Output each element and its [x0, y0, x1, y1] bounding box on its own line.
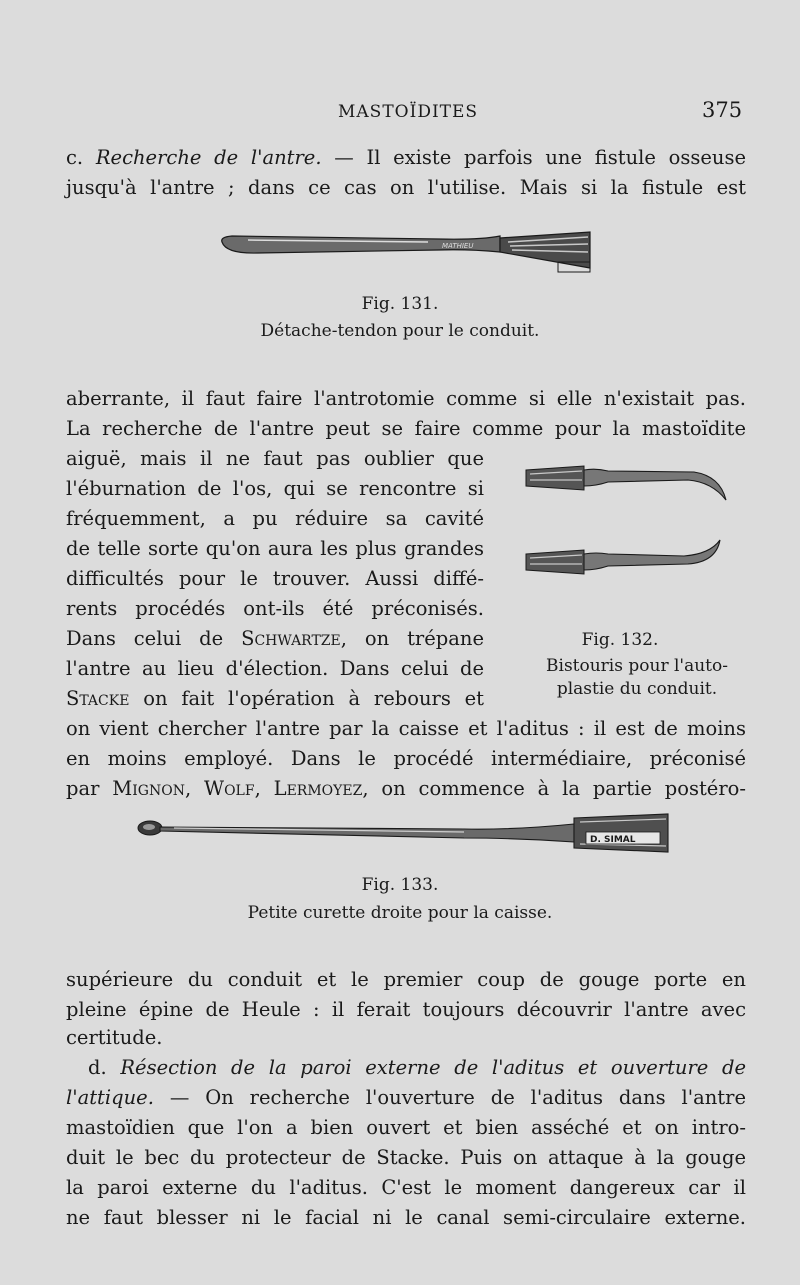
text-line: la paroi externe du l'aditus. C'est le moment dangereux car il	[66, 1176, 746, 1199]
text-line: fréquemment, a pu réduire sa cavité	[66, 507, 484, 530]
figure-caption-number: Fig. 131.	[361, 294, 439, 314]
text-line: l'éburnation de l'os, qui se rencontre si	[66, 477, 484, 500]
text-line: aiguë, mais il ne faut pas oublier que	[66, 447, 484, 470]
figure-caption-number: Fig. 132.	[581, 630, 659, 650]
figure-caption: Bistouris pour l'auto-	[546, 656, 728, 676]
figure-caption-number: Fig. 133.	[361, 875, 439, 895]
text-line: de telle sorte qu'on aura les plus grandes	[66, 537, 484, 560]
text-line: jusqu'à l'antre ; dans ce cas on l'utilise. Mais si la fistule est	[66, 176, 746, 199]
text-line: duit le bec du protecteur de Stacke. Puis on attaque à la gouge	[66, 1146, 746, 1169]
text-line: rents procédés ont-ils été préconisés.	[66, 597, 484, 620]
page-number: 375	[702, 98, 743, 122]
figure-caption: Détache-tendon pour le conduit.	[260, 321, 540, 341]
text-line: mastoïdien que l'on a bien ouvert et bien asséché et on intro-	[66, 1116, 746, 1139]
text-line: Stacke on fait l'opération à rebours et	[66, 687, 485, 710]
text-line: l'attique. — On recherche l'ouverture de l'aditus dans l'antre	[66, 1086, 746, 1109]
bistouris-illustration	[524, 454, 734, 584]
svg-text:D. SIMAL: D. SIMAL	[590, 835, 636, 845]
text-line: pleine épine de Heule : il ferait toujours découvrir l'antre avec	[66, 998, 746, 1021]
text-line: on vient chercher l'antre par la caisse et l'aditus : il est de moins	[66, 717, 746, 740]
text-line: Dans celui de Schwartze, on trépane	[66, 627, 484, 650]
curette-illustration	[134, 812, 674, 862]
text-line: l'antre au lieu d'élection. Dans celui de	[66, 657, 484, 680]
text-line: supérieure du conduit et le premier coup de gouge porte en	[66, 968, 746, 991]
figure-caption: plastie du conduit.	[556, 679, 718, 699]
text-line: difficultés pour le trouver. Aussi diffé-	[66, 567, 484, 590]
text-line: La recherche de l'antre peut se faire comme pour la mastoïdite	[66, 417, 746, 440]
text-line: ne faut blesser ni le facial ni le canal semi-circulaire externe.	[66, 1206, 746, 1229]
detache-tendon-illustration	[218, 228, 598, 290]
running-title: MASTOÏDITES	[338, 102, 479, 122]
page-header	[0, 98, 800, 128]
svg-text:MATHIEU: MATHIEU	[442, 242, 474, 250]
text-line: aberrante, il faut faire l'antrotomie comme si elle n'existait pas.	[66, 387, 746, 410]
figure-caption: Petite curette droite pour la caisse.	[247, 903, 553, 923]
text-line: en moins employé. Dans le procédé intermédiaire, préconisé	[66, 747, 746, 770]
text-line: certitude.	[66, 1026, 163, 1049]
text-line: c. Recherche de l'antre. — Il existe parfois une fistule osseuse	[66, 146, 747, 169]
text-line: d. Résection de la paroi externe de l'aditus et ouverture de	[88, 1056, 746, 1079]
text-line: par Mignon, Wolf, Lermoyez, on commence à la partie postéro-	[66, 777, 746, 800]
